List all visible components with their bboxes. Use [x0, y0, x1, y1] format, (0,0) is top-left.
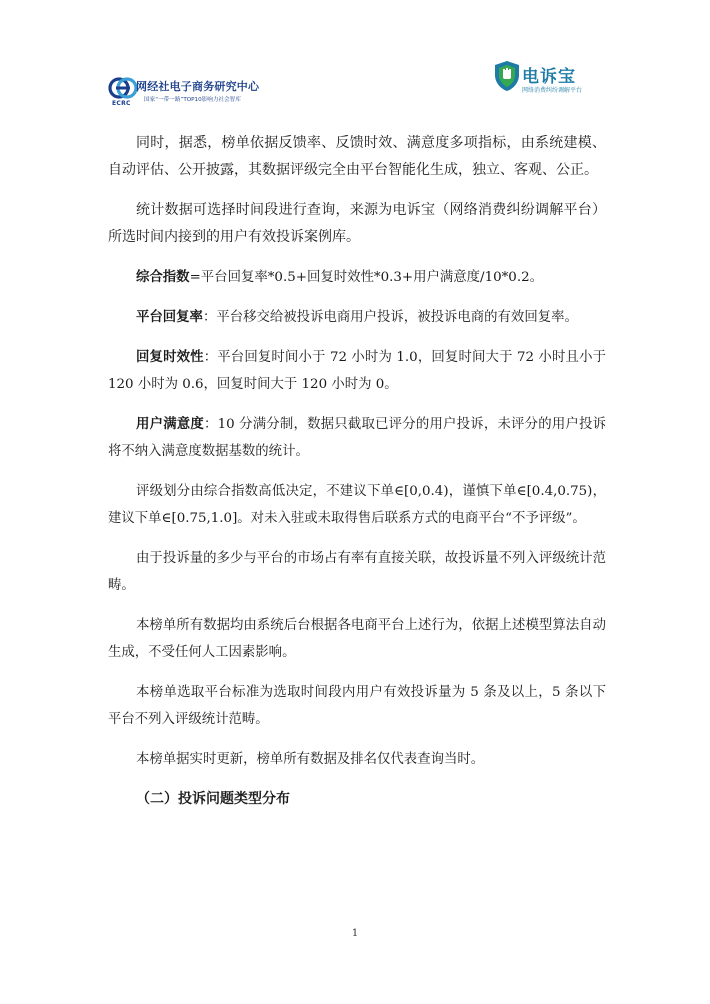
paragraph-methodology: 同时，据悉，榜单依据反馈率、反馈时效、满意度多项指标，由系统建模、自动评估、公开披露，其数据评级完全由平台智能化生成，独立、客观、公正。 [108, 135, 606, 178]
document-body [108, 130, 606, 813]
term-reply-timeliness: 回复时效性 [136, 349, 204, 365]
term-reply-rate: 平台回复率 [136, 309, 203, 325]
ecrc-logo [108, 76, 308, 106]
definition-reply-timeliness: ：平台回复时间小于 72 小时为 1.0，回复时间大于 72 小时且小于 120 小时为 0.6，回复时间大于 120 小时为 0。 [108, 350, 607, 392]
paragraph-user-satisfaction [108, 411, 606, 465]
definition-reply-rate: ：平台移交给被投诉电商用户投诉，被投诉电商的有效回复率。 [202, 310, 578, 325]
paragraph-automatic-generation: 本榜单所有数据均由系统后台根据各电商平台上述行为，依据上述模型算法自动生成，不受任何人工因素影响。 [108, 618, 606, 660]
dianshubao-tagline: 网络消费纠纷调解平台 [522, 87, 583, 94]
paragraph-realtime-update: 本榜单据实时更新，榜单所有数据及排名仅代表查询当时。 [136, 752, 485, 767]
term-composite-index: 综合指数 [136, 269, 190, 285]
ecrc-mark-text: ECRC [112, 100, 131, 107]
definition-user-satisfaction: ：10 分满分制，数据只截取已评分的用户投诉，未评分的用户投诉将不纳入满意度数据基数的统计。 [108, 417, 607, 459]
term-user-satisfaction: 用户满意度 [136, 416, 204, 432]
paragraph-data-source: 统计数据可选择时间段进行查询，来源为电诉宝（网络消费纠纷调解平台）所选时间内接到的用户有效投诉案例库。 [108, 202, 606, 245]
ecrc-name: 网经社电子商务研究中心 [136, 80, 260, 93]
page-number: 1 [351, 928, 359, 939]
paragraph-rating-tiers: 评级划分由综合指数高低决定，不建议下单∈[0,0.4)，谨慎下单∈[0.4,0.75)，建议下单∈[0.75,1.0]。对未入驻或未取得售后联系方式的电商平台“不予评级”。 [108, 484, 606, 526]
paragraph-reply-rate [108, 304, 606, 331]
paragraph-composite-index [108, 264, 606, 291]
paragraph-reply-timeliness [108, 344, 606, 398]
definition-composite-index: =平台回复率*0.5+回复时效性*0.3+用户满意度/10*0.2。 [189, 270, 543, 285]
dianshubao-logo [494, 60, 604, 98]
shield-fist-icon [494, 60, 520, 92]
paragraph-complaint-volume: 由于投诉量的多少与平台的市场占有率有直接关联，故投诉量不列入评级统计范畴。 [108, 551, 606, 593]
paragraph-selection-criteria: 本榜单选取平台标准为选取时间段内用户有效投诉量为 5 条及以上，5 条以下平台不列入评级统计范畴。 [108, 685, 606, 727]
ecrc-tagline: 国家“一带一路”TOP10影响力社会智库 [144, 97, 241, 103]
section-heading: （二）投诉问题类型分布 [136, 791, 290, 807]
dianshubao-name: 电诉宝 [522, 67, 576, 87]
